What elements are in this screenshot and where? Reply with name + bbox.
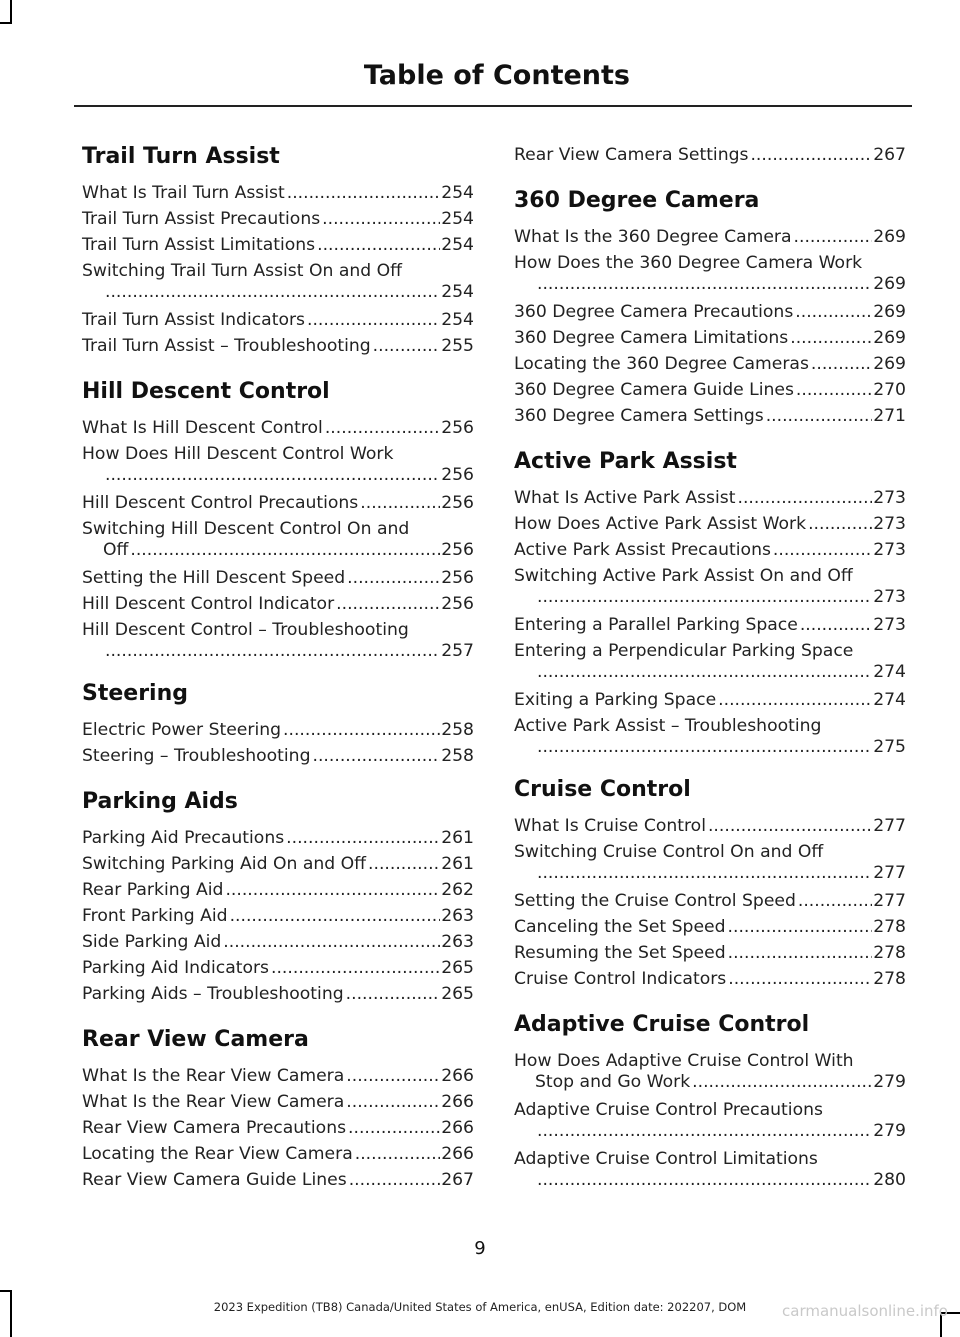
- toc-leader-dots: [307, 307, 440, 333]
- toc-entry-text: Switching Trail Turn Assist On and Off: [82, 261, 403, 281]
- toc-entry[interactable]: [82, 1063, 474, 1089]
- toc-entry-row: [514, 1072, 906, 1092]
- toc-page-number: 262: [441, 880, 474, 900]
- toc-entry[interactable]: [82, 565, 474, 591]
- toc-entry-row: [82, 565, 474, 591]
- toc-entry-text: 360 Degree Camera Guide Lines: [514, 380, 794, 400]
- toc-entry-text: What Is the 360 Degree Camera: [514, 227, 792, 247]
- toc-leader-dots: [794, 224, 873, 250]
- toc-entry-row: [514, 511, 906, 537]
- toc-entry-row: [82, 180, 474, 206]
- toc-entry[interactable]: [514, 638, 906, 682]
- section-heading: Active Park Assist: [514, 449, 737, 474]
- toc-entry-text: Rear Parking Aid: [82, 880, 224, 900]
- toc-entry-row: [82, 1141, 474, 1167]
- toc-entry-row: [82, 1063, 474, 1089]
- toc-section: [82, 787, 474, 1007]
- section-heading: Trail Turn Assist: [82, 144, 280, 169]
- toc-entry-text: Active Park Assist – Troubleshooting: [514, 716, 822, 736]
- toc-entry-row: [514, 940, 906, 966]
- toc-entry-text: Trail Turn Assist Limitations: [82, 235, 316, 255]
- toc-leader-dots: [313, 743, 441, 769]
- toc-entry-row: [82, 307, 474, 333]
- toc-leader-dots: [322, 206, 440, 232]
- toc-entry-row: [514, 914, 906, 940]
- toc-entry-row: [82, 851, 474, 877]
- toc-entry[interactable]: [514, 914, 906, 940]
- section-heading: Adaptive Cruise Control: [514, 1012, 810, 1037]
- toc-page-number: 255: [441, 336, 474, 356]
- toc-entry-text: 360 Degree Camera Limitations: [514, 328, 789, 348]
- toc-leader-dots: [105, 465, 440, 485]
- toc-entry-row: [514, 485, 906, 511]
- toc-leader-dots: [230, 903, 441, 929]
- toc-entry-text: Parking Aid Indicators: [82, 958, 269, 978]
- toc-entry[interactable]: [82, 903, 474, 929]
- toc-page-number: 269: [873, 328, 906, 348]
- toc-leader-dots: [795, 299, 872, 325]
- toc-leader-dots: [349, 1167, 441, 1193]
- toc-entry[interactable]: [514, 511, 906, 537]
- section-heading: Hill Descent Control: [82, 379, 330, 404]
- toc-entry-text: Electric Power Steering: [82, 720, 282, 740]
- toc-page-number: 273: [873, 488, 906, 508]
- page-title: Table of Contents: [363, 60, 630, 91]
- toc-entry-row: [82, 540, 474, 560]
- toc-entry[interactable]: [514, 940, 906, 966]
- toc-entry-row: [514, 403, 906, 429]
- toc-entry-text: Side Parking Aid: [82, 932, 222, 952]
- toc-entry-text: Switching Hill Descent Control On and: [82, 519, 410, 539]
- toc-page-number: 266: [441, 1066, 474, 1086]
- toc-entry[interactable]: [514, 687, 906, 713]
- page-number: 9: [474, 1238, 486, 1259]
- toc-entry[interactable]: [82, 307, 474, 333]
- toc-entry-text: 360 Degree Camera Precautions: [514, 302, 794, 322]
- toc-page-number: 256: [441, 493, 474, 513]
- toc-entry[interactable]: [82, 825, 474, 851]
- toc-entry-row: [514, 863, 906, 883]
- toc-leader-dots: [708, 813, 872, 839]
- toc-page-number: 279: [873, 1072, 906, 1092]
- toc-page-number: 278: [873, 969, 906, 989]
- toc-entry-row: [514, 537, 906, 563]
- toc-page-number: 265: [441, 984, 474, 1004]
- toc-page-number: 278: [873, 943, 906, 963]
- toc-entry[interactable]: [82, 929, 474, 955]
- toc-entry-text: Stop and Go Work: [535, 1072, 691, 1092]
- toc-section: [514, 142, 906, 168]
- toc-page-number: 271: [873, 406, 906, 426]
- toc-page-number: 274: [873, 690, 906, 710]
- toc-entry-row: [514, 377, 906, 403]
- toc-page-number: 280: [873, 1170, 906, 1190]
- crop-mark: [0, 22, 12, 24]
- toc-entry-row: [514, 1170, 906, 1190]
- toc-page-number: 254: [441, 209, 474, 229]
- toc-entry[interactable]: [514, 377, 906, 403]
- toc-entry[interactable]: [514, 403, 906, 429]
- toc-entry[interactable]: [82, 232, 474, 258]
- toc-entry[interactable]: [82, 206, 474, 232]
- toc-page-number: 254: [441, 235, 474, 255]
- toc-entry[interactable]: [514, 250, 906, 294]
- toc-page-number: 273: [873, 615, 906, 635]
- toc-page-number: 257: [441, 641, 474, 661]
- toc-entry-row: [82, 641, 474, 661]
- toc-entry-text: What Is Trail Turn Assist: [82, 183, 285, 203]
- toc-entry-text: Trail Turn Assist – Troubleshooting: [82, 336, 371, 356]
- toc-leader-dots: [537, 863, 872, 883]
- toc-entry-text: What Is the Rear View Camera: [82, 1066, 345, 1086]
- toc-entry[interactable]: [82, 180, 474, 206]
- toc-page-number: 273: [873, 540, 906, 560]
- toc-section: [82, 679, 474, 769]
- toc-entry[interactable]: [514, 563, 906, 607]
- toc-leader-dots: [225, 877, 440, 903]
- toc-page-number: 266: [441, 1118, 474, 1138]
- toc-entry-row: [82, 591, 474, 617]
- toc-entry-text: Rear View Camera Settings: [514, 145, 749, 165]
- toc-section: [82, 142, 474, 359]
- toc-entry-text: Rear View Camera Guide Lines: [82, 1170, 347, 1190]
- toc-leader-dots: [105, 282, 440, 302]
- toc-entry-text: Hill Descent Control – Troubleshooting: [82, 620, 409, 640]
- toc-entry-text: How Does Adaptive Cruise Control With: [514, 1051, 854, 1071]
- toc-leader-dots: [537, 587, 872, 607]
- toc-entry-row: [514, 224, 906, 250]
- toc-entry[interactable]: [514, 1146, 906, 1190]
- toc-page-number: 270: [873, 380, 906, 400]
- toc-entry-row: [514, 274, 906, 294]
- toc-page-number: 256: [441, 418, 474, 438]
- toc-left-column: [82, 142, 474, 1211]
- toc-page-number: 274: [873, 662, 906, 682]
- toc-entry-text: 360 Degree Camera Settings: [514, 406, 764, 426]
- toc-leader-dots: [373, 333, 441, 359]
- toc-entry[interactable]: [82, 1089, 474, 1115]
- toc-page-number: 256: [441, 465, 474, 485]
- toc-leader-dots: [800, 612, 872, 638]
- toc-leader-dots: [811, 351, 872, 377]
- toc-leader-dots: [537, 1121, 872, 1141]
- toc-entry[interactable]: [514, 485, 906, 511]
- toc-leader-dots: [348, 1115, 440, 1141]
- toc-page-number: 267: [873, 145, 906, 165]
- toc-section: [514, 447, 906, 757]
- toc-leader-dots: [798, 888, 872, 914]
- toc-entry-text: What Is the Rear View Camera: [82, 1092, 345, 1112]
- toc-entry-row: [82, 206, 474, 232]
- edition-line: 2023 Expedition (TB8) Canada/United States of America, enUSA, Edition date: 202207, DOM: [213, 1300, 747, 1314]
- toc-entry-row: [514, 612, 906, 638]
- toc-entry-row: [82, 465, 474, 485]
- toc-entry-text: Switching Cruise Control On and Off: [514, 842, 824, 862]
- toc-entry[interactable]: [82, 1167, 474, 1193]
- toc-entry-row: [514, 813, 906, 839]
- toc-entry[interactable]: [514, 839, 906, 883]
- toc-leader-dots: [336, 591, 440, 617]
- toc-leader-dots: [728, 966, 872, 992]
- toc-entry[interactable]: [82, 717, 474, 743]
- toc-entry-text: Hill Descent Control Indicator: [82, 594, 335, 614]
- header-divider: [74, 105, 912, 107]
- toc-entry-row: [82, 1167, 474, 1193]
- toc-leader-dots: [728, 914, 873, 940]
- toc-entry-text: Adaptive Cruise Control Precautions: [514, 1100, 823, 1120]
- toc-page-number: 269: [873, 227, 906, 247]
- toc-entry-row: [82, 333, 474, 359]
- toc-page-number: 279: [873, 1121, 906, 1141]
- toc-entry-text: What Is Active Park Assist: [514, 488, 736, 508]
- watermark: carmanualsonline.info: [782, 1302, 948, 1320]
- toc-page-number: 277: [873, 891, 906, 911]
- toc-entry-text: Active Park Assist Precautions: [514, 540, 771, 560]
- toc-entry-text: Hill Descent Control Precautions: [82, 493, 359, 513]
- toc-page-number: 269: [873, 354, 906, 374]
- toc-leader-dots: [223, 929, 440, 955]
- toc-entry-row: [514, 966, 906, 992]
- toc-entry-row: [514, 662, 906, 682]
- toc-leader-dots: [346, 1063, 440, 1089]
- toc-entry-row: [82, 743, 474, 769]
- toc-entry-text: Exiting a Parking Space: [514, 690, 717, 710]
- toc-entry[interactable]: [82, 877, 474, 903]
- toc-entry[interactable]: [514, 537, 906, 563]
- toc-section: [514, 775, 906, 992]
- toc-leader-dots: [808, 511, 872, 537]
- toc-entry-row: [82, 877, 474, 903]
- toc-leader-dots: [537, 737, 872, 757]
- toc-leader-dots: [317, 232, 440, 258]
- toc-page-number: 269: [873, 274, 906, 294]
- toc-entry[interactable]: [82, 258, 474, 302]
- toc-entry-text: How Does Hill Descent Control Work: [82, 444, 394, 464]
- toc-page-number: 277: [873, 863, 906, 883]
- toc-entry-row: [514, 299, 906, 325]
- toc-entry[interactable]: [82, 1115, 474, 1141]
- toc-entry[interactable]: [514, 612, 906, 638]
- toc-leader-dots: [537, 1170, 872, 1190]
- toc-entry[interactable]: [514, 224, 906, 250]
- toc-entry[interactable]: [82, 591, 474, 617]
- toc-entry-row: [514, 351, 906, 377]
- toc-entry-row: [82, 717, 474, 743]
- toc-page-number: 266: [441, 1144, 474, 1164]
- toc-entry-row: [514, 142, 906, 168]
- toc-entry-row: [82, 415, 474, 441]
- toc-entry-row: [82, 825, 474, 851]
- toc-entry-text: Front Parking Aid: [82, 906, 228, 926]
- toc-entry[interactable]: [514, 888, 906, 914]
- toc-leader-dots: [286, 825, 440, 851]
- toc-page-number: 263: [441, 906, 474, 926]
- toc-page-number: 265: [441, 958, 474, 978]
- toc-entry-text: Resuming the Set Speed: [514, 943, 726, 963]
- toc-entry-row: [82, 981, 474, 1007]
- toc-entry-text: How Does the 360 Degree Camera Work: [514, 253, 863, 273]
- section-heading: Rear View Camera: [82, 1027, 309, 1052]
- toc-entry[interactable]: [514, 713, 906, 757]
- toc-page-number: 266: [441, 1092, 474, 1112]
- toc-entry-text: Canceling the Set Speed: [514, 917, 726, 937]
- crop-mark: [10, 0, 12, 24]
- toc-entry-text: Locating the Rear View Camera: [82, 1144, 353, 1164]
- toc-entry-row: [82, 1089, 474, 1115]
- toc-page-number: 258: [441, 746, 474, 766]
- toc-entry-row: [514, 888, 906, 914]
- toc-leader-dots: [692, 1072, 872, 1092]
- toc-page-number: 254: [441, 310, 474, 330]
- toc-entry-row: [82, 929, 474, 955]
- toc-entry[interactable]: [82, 516, 474, 560]
- toc-entry[interactable]: [82, 617, 474, 661]
- toc-section: [514, 1010, 906, 1190]
- toc-leader-dots: [766, 403, 872, 429]
- toc-entry-text: How Does Active Park Assist Work: [514, 514, 807, 534]
- toc-entry[interactable]: [82, 333, 474, 359]
- toc-leader-dots: [271, 955, 440, 981]
- toc-leader-dots: [287, 180, 440, 206]
- toc-page-number: 256: [441, 540, 474, 560]
- toc-page-number: 273: [873, 587, 906, 607]
- toc-leader-dots: [537, 662, 872, 682]
- toc-entry[interactable]: [82, 415, 474, 441]
- toc-entry-text: Cruise Control Indicators: [514, 969, 727, 989]
- toc-leader-dots: [718, 687, 872, 713]
- toc-leader-dots: [346, 1089, 440, 1115]
- toc-leader-dots: [325, 415, 440, 441]
- toc-leader-dots: [790, 325, 872, 351]
- toc-entry-text: Locating the 360 Degree Cameras: [514, 354, 809, 374]
- toc-section: [514, 186, 906, 429]
- toc-entry[interactable]: [514, 351, 906, 377]
- toc-entry-text: Parking Aids – Troubleshooting: [82, 984, 344, 1004]
- toc-page-number: 269: [873, 302, 906, 322]
- toc-entry-row: [82, 282, 474, 302]
- toc-leader-dots: [537, 274, 872, 294]
- toc-page-number: 261: [441, 854, 474, 874]
- toc-entry-text: Steering – Troubleshooting: [82, 746, 311, 766]
- toc-entry-text: What Is Cruise Control: [514, 816, 706, 836]
- toc-entry[interactable]: [82, 490, 474, 516]
- toc-entry-text: Off: [103, 540, 129, 560]
- toc-leader-dots: [750, 142, 872, 168]
- toc-page-number: 267: [441, 1170, 474, 1190]
- toc-entry[interactable]: [82, 441, 474, 485]
- section-heading: 360 Degree Camera: [514, 188, 760, 213]
- toc-leader-dots: [346, 981, 441, 1007]
- toc-page-number: 254: [441, 282, 474, 302]
- toc-leader-dots: [368, 851, 440, 877]
- toc-leader-dots: [796, 377, 872, 403]
- toc-leader-dots: [728, 940, 873, 966]
- toc-entry[interactable]: [82, 955, 474, 981]
- section-heading: Cruise Control: [514, 777, 691, 802]
- toc-entry-text: Switching Parking Aid On and Off: [82, 854, 367, 874]
- toc-page-number: 263: [441, 932, 474, 952]
- toc-page-number: 261: [441, 828, 474, 848]
- toc-leader-dots: [773, 537, 872, 563]
- toc-entry-row: [514, 1121, 906, 1141]
- toc-entry-text: Parking Aid Precautions: [82, 828, 285, 848]
- toc-leader-dots: [347, 565, 440, 591]
- toc-entry-row: [82, 1115, 474, 1141]
- toc-leader-dots: [130, 540, 440, 560]
- toc-right-column: [514, 142, 906, 1208]
- toc-entry-row: [82, 903, 474, 929]
- toc-entry-row: [82, 232, 474, 258]
- toc-entry-text: Setting the Hill Descent Speed: [82, 568, 346, 588]
- toc-section: [82, 377, 474, 661]
- toc-leader-dots: [355, 1141, 440, 1167]
- toc-entry-text: Trail Turn Assist Precautions: [82, 209, 321, 229]
- toc-entry[interactable]: [514, 966, 906, 992]
- toc-page-number: 256: [441, 594, 474, 614]
- toc-entry-row: [514, 737, 906, 757]
- section-heading: Steering: [82, 681, 189, 706]
- toc-entry-text: Rear View Camera Precautions: [82, 1118, 347, 1138]
- toc-entry-text: What Is Hill Descent Control: [82, 418, 323, 438]
- toc-leader-dots: [105, 641, 440, 661]
- toc-entry-row: [514, 587, 906, 607]
- section-heading: Parking Aids: [82, 789, 238, 814]
- toc-leader-dots: [283, 717, 440, 743]
- toc-entry-text: Setting the Cruise Control Speed: [514, 891, 796, 911]
- toc-entry[interactable]: [82, 1141, 474, 1167]
- toc-entry-text: Entering a Parallel Parking Space: [514, 615, 798, 635]
- crop-mark: [0, 1290, 12, 1292]
- toc-entry-text: Adaptive Cruise Control Limitations: [514, 1149, 818, 1169]
- toc-entry-text: Entering a Perpendicular Parking Space: [514, 641, 854, 661]
- toc-page-number: 275: [873, 737, 906, 757]
- toc-entry[interactable]: [514, 813, 906, 839]
- toc-entry[interactable]: [82, 981, 474, 1007]
- toc-entry-row: [514, 687, 906, 713]
- toc-entry[interactable]: [514, 142, 906, 168]
- toc-entry-text: Trail Turn Assist Indicators: [82, 310, 305, 330]
- toc-leader-dots: [737, 485, 872, 511]
- toc-leader-dots: [360, 490, 440, 516]
- toc-entry-text: Switching Active Park Assist On and Off: [514, 566, 853, 586]
- toc-entry[interactable]: [514, 1048, 906, 1092]
- toc-entry[interactable]: [82, 851, 474, 877]
- toc-entry[interactable]: [514, 299, 906, 325]
- toc-entry[interactable]: [514, 325, 906, 351]
- toc-page-number: 258: [441, 720, 474, 740]
- toc-section: [82, 1025, 474, 1193]
- toc-page-number: 256: [441, 568, 474, 588]
- toc-page-number: 278: [873, 917, 906, 937]
- toc-entry[interactable]: [82, 743, 474, 769]
- toc-entry-row: [82, 955, 474, 981]
- toc-entry-row: [82, 490, 474, 516]
- toc-page-number: 277: [873, 816, 906, 836]
- toc-entry-row: [514, 325, 906, 351]
- toc-entry[interactable]: [514, 1097, 906, 1141]
- toc-page-number: 254: [441, 183, 474, 203]
- toc-page-number: 273: [873, 514, 906, 534]
